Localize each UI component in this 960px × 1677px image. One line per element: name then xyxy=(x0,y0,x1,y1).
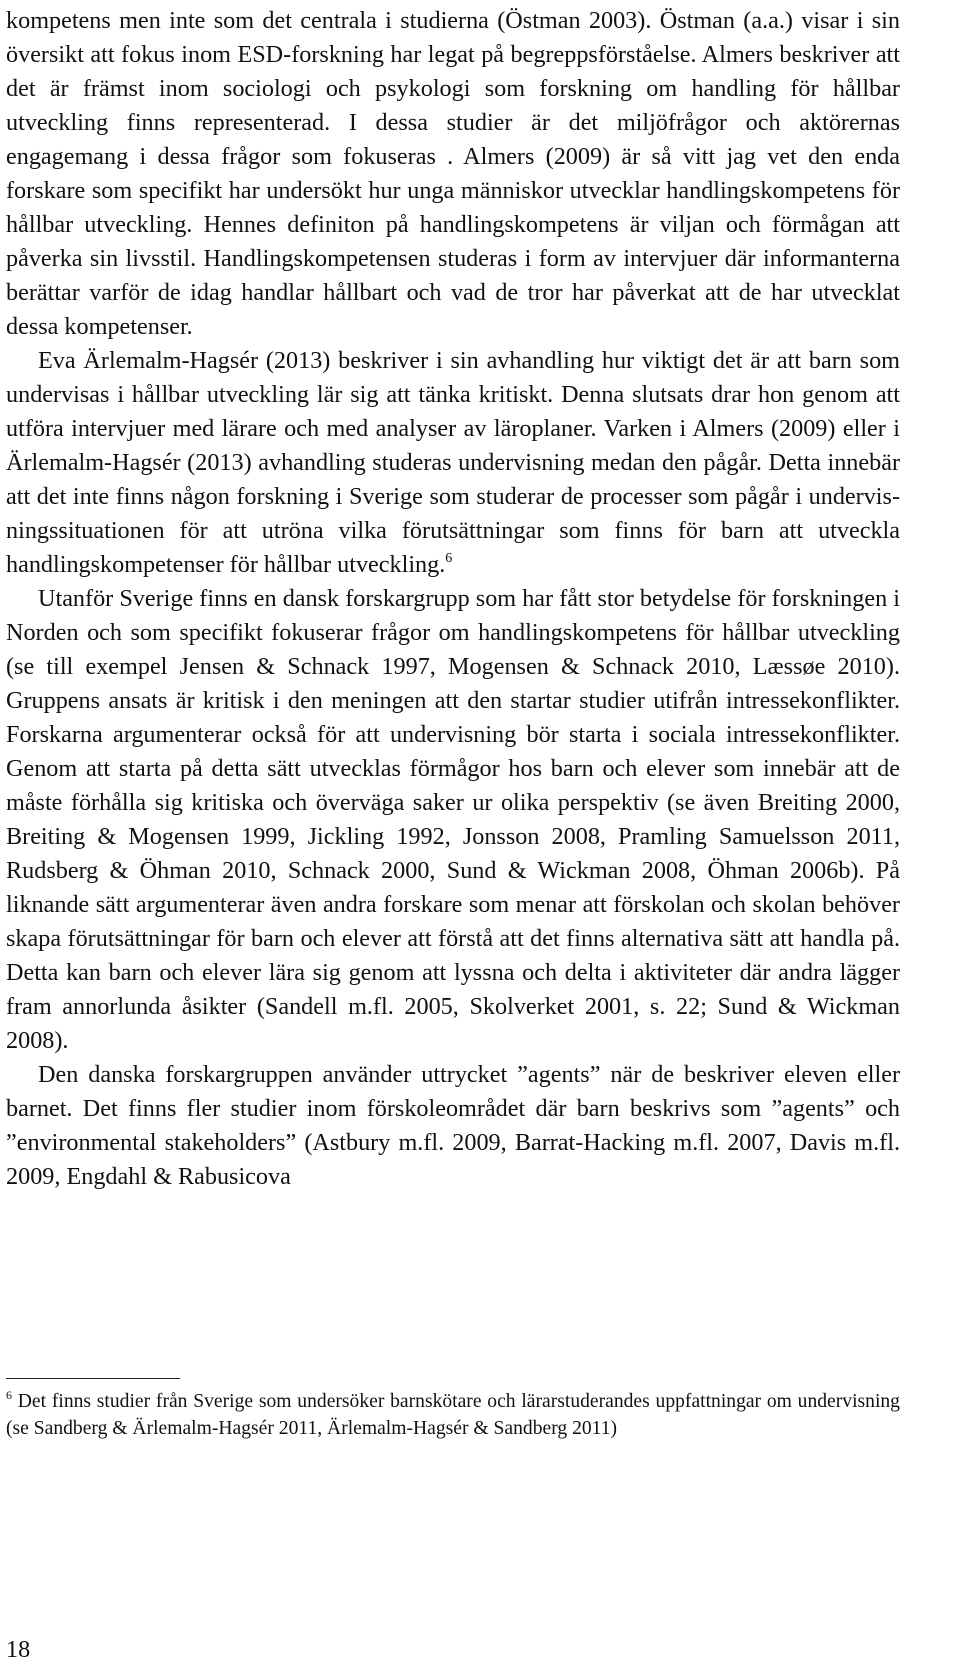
paragraph-4 xyxy=(6,1058,900,1194)
paragraph-3-text: Utanför Sverige finns en dansk forskargrupp som har fått stor betydelse för forskningen i Norden och som specifikt fokuserar frågor om handlingskompetens för hållbar utveckling (se till exempel Jensen & Schnack 1997, Mogensen & Schnack 2010, Læssøe 2010). Gruppens ansats är kritisk i den meningen att den startar studier utifrån intressekonflikter. Forskarna argumenterar också för att undervisning bör starta i sociala intressekonflikter. Genom att starta på detta sätt utvecklas förmågor hos barn och elever som innebär att de måste förhålla sig kritiska och överväga saker ur olika perspektiv (se även Breiting 2000, Breiting & Mogensen 1999, Jickling 1992, Jonsson 2008, Pramling Samuelsson 2011, Rudsberg & Öhman 2010, Schnack 2000, Sund & Wickman 2008, Öhman 2006b). På liknande sätt argumenterar även andra forskare som menar att förskolan och skolan behöver skapa förutsättningar för barn och elever att förstå att det finns alternativa sätt att handla på. Detta kan barn och elever lära sig genom att lyssna och delta i aktiviteter där andra lägger fram annorlunda åsikter (Sandell m.fl. 2005, Skolverket 2001, s. 22; Sund & Wickman 2008). xyxy=(6,585,900,1054)
footnote-divider xyxy=(6,1378,180,1379)
paragraph-1 xyxy=(6,4,900,344)
document-body xyxy=(6,0,900,1194)
footnote-number: 6 xyxy=(6,1388,12,1402)
paragraph-3 xyxy=(6,582,900,1058)
paragraph-2 xyxy=(6,344,900,582)
paragraph-2-text: Eva Ärlemalm-Hagsér (2013) beskriver i sin avhandling hur viktigt det är att barn som undervisas i hållbar utveckling lär sig att tänka kritiskt. Denna slutsats drar hon genom att utföra intervjuer med lärare och med analyser av läroplaner. Varken i Almers (2009) eller i Ärlemalm-Hagsér (2013) avhandling studeras undervisning medan den pågår. Detta innebär att det inte finns någon forskning i Sverige som studerar de processer som pågår i undervisningssituationen för att utröna vilka förutsättningar som finns för barn att utveckla handlingskompetenser för hållbar utveckling. xyxy=(6,347,900,578)
footnote xyxy=(6,1388,900,1442)
paragraph-4-text: Den danska forskargruppen använder uttrycket ”agents” när de beskriver eleven eller barnet. Det finns fler studier inom förskoleområdet där barn beskrivs som ”agents” och ”environmental stakeholders” (Astbury m.fl. 2009, Barrat-Hacking m.fl. 2007, Davis m.fl. 2009, Engdahl & Rabusicova xyxy=(6,1061,900,1190)
footnote-text: Det finns studier från Sverige som undersöker barnskötare och lärarstuderandes uppfattningar om undervisning (se Sandberg & Ärlemalm-Hagsér 2011, Ärlemalm-Hagsér & Sandberg 2011) xyxy=(6,1391,900,1439)
footnote-reference[interactable]: 6 xyxy=(445,551,453,566)
page-number: 18 xyxy=(6,1636,31,1663)
paragraph-1-text: kompetens men inte som det centrala i studierna (Östman 2003). Östman (a.a.) visar i sin översikt att fokus inom ESD-forskning har legat på begreppsförståelse. Almers beskriver att det är främst inom sociologi och psykologi som forskning om handling för hållbar utveckling finns representerad. I dessa studier är det miljöfrågor och aktörernas engagemang i dessa frågor som fokuseras . Almers (2009) är så vitt jag vet den enda forskare som specifikt har undersökt hur unga människor utvecklar handlingskompetens för hållbar utveckling. Hennes definiton på handlingskompetens är viljan och förmågan att påverka sin livsstil. Handlingskompetensen studeras i form av intervjuer där informanterna berättar varför de idag handlar hållbart och vad de tror har påverkat att de har utvecklat dessa kompetenser. xyxy=(6,7,900,340)
